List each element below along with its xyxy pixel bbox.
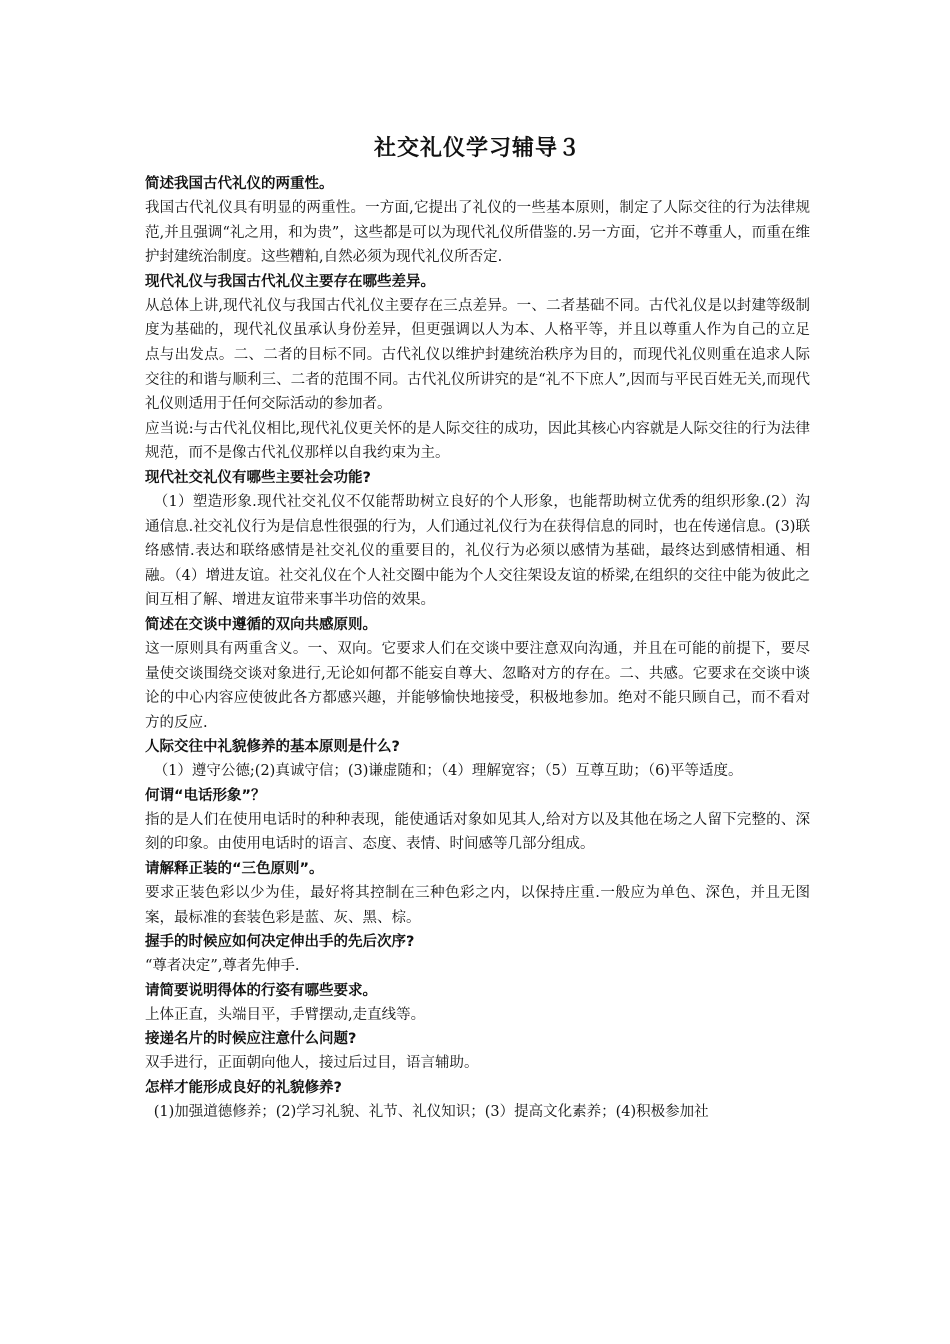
question-heading: 怎样才能形成良好的礼貌修养? xyxy=(145,1080,342,1097)
answer-paragraph: 要求正装色彩以少为佳，最好将其控制在三种色彩之内，以保持庄重.一般应为单色、深色，并且无图案，最标准的套装色彩是蓝、灰、黑、棕。 xyxy=(145,885,810,926)
document-title: 社交礼仪学习辅导３ xyxy=(373,135,581,161)
section-courtesy-principles xyxy=(145,735,810,784)
question-heading: 请简要说明得体的行姿有哪些要求。 xyxy=(145,982,377,999)
question-heading: 接递名片的时候应注意什么问题? xyxy=(145,1031,357,1048)
answer-paragraph: （1）塑造形象.现代社交礼仪不仅能帮助树立良好的个人形象，也能帮助树立优秀的组织形象.(2）沟通信息.社交礼仪行为是信息性很强的行为，人们通过礼仪行为在获得信息的同时，也在传递信息。(3)联络感情.表达和联络感情是社交礼仪的重要目的，礼仪行为必须以感情为基础，最终达到感情相通、相融。（4）增进友谊。社交礼仪在个人社交圈中能为个人交往架设友谊的桥梁,在组织的交往中能为彼此之间互相了解、增进友谊带来事半功倍的效果。 xyxy=(145,493,810,609)
answer-paragraph: （1）遵守公德;(2)真诚守信；(3)谦虚随和；（4）理解宽容；（5）互尊互助；（6)平等适度。 xyxy=(153,763,743,780)
answer-paragraph: 从总体上讲,现代礼仪与我国古代礼仪主要存在三点差异。一、二者基础不同。古代礼仪是以封建等级制度为基础的，现代礼仪虽承认身份差异，但更强调以人为本、人格平等，并且以尊重人作为自己的立足点与出发点。二、二者的目标不同。古代礼仪以维护封建统治秩序为目的，而现代礼仪则重在追求人际交往的和谐与顺利三、二者的范围不同。古代礼仪所讲究的是“礼不下庶人”,因而与平民百姓无关,而现代礼仪则适用于任何交际活动的参加者。 xyxy=(145,297,810,413)
answer-paragraph: 指的是人们在使用电话时的种种表现，能使通话对象如见其人,给对方以及其他在场之人留下完整的、深刻的印象。由使用电话时的语言、态度、表情、时间感等几部分组成。 xyxy=(145,811,810,853)
question-heading: 现代礼仪与我国古代礼仪主要存在哪些差异。 xyxy=(145,273,435,290)
section-handshake-order xyxy=(145,930,810,979)
section-modern-vs-ancient xyxy=(145,270,810,466)
question-heading: 简述我国古代礼仪的两重性。 xyxy=(145,176,334,192)
answer-paragraph: 这一原则具有两重含义。一、双向。它要求人们在交谈中要注意双向沟通，并且在可能的前提下，要尽量使交谈围绕交谈对象进行,无论如何都不能妄自尊大、忽略对方的存在。二、共感。它要求在交谈中谈论的中心内容应使彼此各方都感兴趣，并能够愉快地接受，积极地参加。绝对不能只顾自己，而不看对方的反应. xyxy=(145,640,810,731)
question-heading: 请解释正装的“三色原则”。 xyxy=(145,861,324,878)
answer-paragraph: 双手进行，正面朝向他人，接过后过目，语言辅助。 xyxy=(145,1055,479,1072)
section-social-functions xyxy=(145,466,810,613)
question-heading: 何谓“电话形象”？ xyxy=(145,787,266,804)
answer-paragraph: “尊者决定”,尊者先伸手. xyxy=(145,958,300,975)
question-heading: 现代社交礼仪有哪些主要社会功能? xyxy=(145,469,371,486)
answer-paragraph: 应当说:与古代礼仪相比,现代礼仪更关怀的是人际交往的成功，因此其核心内容就是人际交往的行为法律规范，而不是像古代礼仪那样以自我约束为主。 xyxy=(145,420,810,462)
question-heading: 人际交往中礼貌修养的基本原则是什么? xyxy=(145,739,400,756)
question-heading: 简述在交谈中遵循的双向共感原则。 xyxy=(145,616,377,633)
answer-paragraph: (1)加强道德修养；(2)学习礼貌、礼节、礼仪知识；(3）提高文化素养；(4)积极参加社 xyxy=(153,1104,709,1121)
section-two-way-empathy xyxy=(145,613,810,735)
question-heading: 握手的时候应如何决定伸出手的先后次序? xyxy=(145,934,415,951)
section-business-card xyxy=(145,1027,810,1076)
section-ancient-etiquette-duality xyxy=(145,172,810,270)
section-walking-posture xyxy=(145,979,810,1028)
answer-paragraph: 我国古代礼仪具有明显的两重性。一方面,它提出了礼仪的一些基本原则，制定了人际交往的行为法律规范,并且强调“礼之用，和为贵”，这些都是可以为现代礼仪所借鉴的.另一方面，它并不尊重人，而重在维护封建统治制度。这些糟粕,自然必须为现代礼仪所否定. xyxy=(145,200,810,266)
answer-paragraph: 上体正直，头端目平，手臂摆动,走直线等。 xyxy=(145,1006,426,1023)
section-good-manners xyxy=(145,1076,810,1125)
section-phone-image xyxy=(145,784,810,857)
section-three-color-rule xyxy=(145,857,810,930)
